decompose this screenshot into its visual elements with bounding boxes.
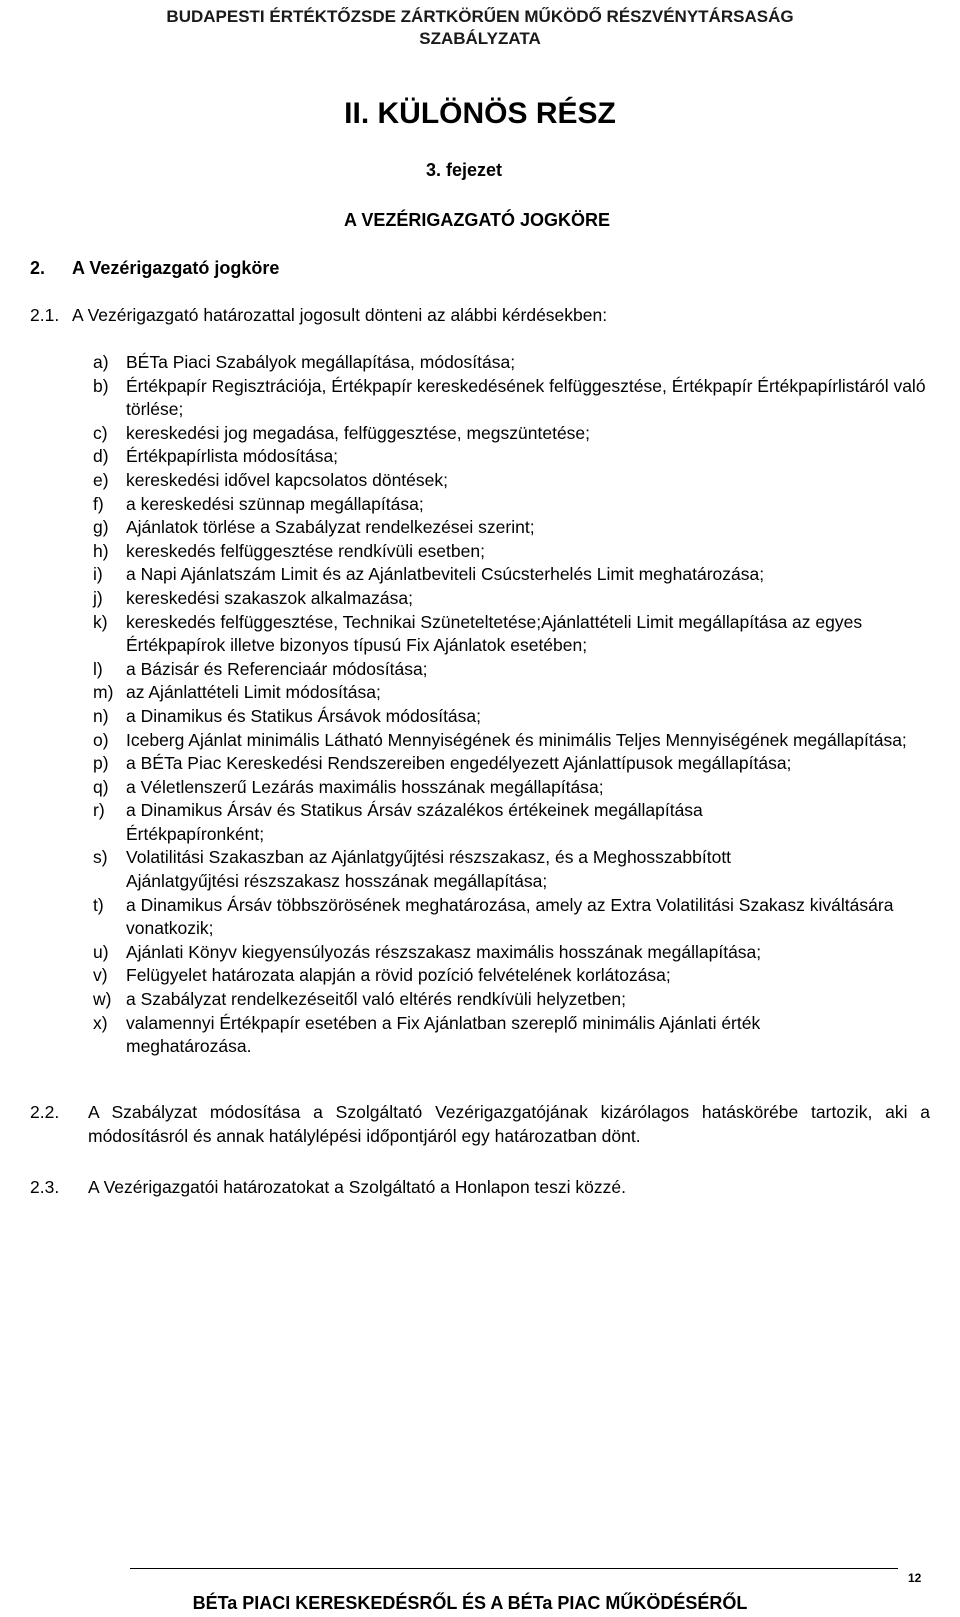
clause-text: A Vezérigazgatói határozatokat a Szolgáltató a Honlapon teszi közzé.: [88, 1177, 626, 1197]
list-item: [93, 988, 943, 1012]
item-text: Volatilitási Szakaszban az Ajánlatgyűjtési részszakasz, és a Meghosszabbított Ajánlatgyűjtési részszakasz hosszának megállapítása;: [126, 847, 732, 892]
item-letter: n): [93, 705, 109, 726]
item-letter: r): [93, 800, 105, 821]
chapter-title: A VEZÉRIGAZGATÓ JOGKÖRE: [344, 210, 611, 230]
item-letter: t): [93, 894, 104, 915]
item-letter: o): [93, 729, 109, 750]
clause-number: 2.1.: [30, 305, 60, 325]
list-item: [93, 540, 943, 564]
item-letter: j): [93, 587, 103, 608]
item-text: a Szabályzat rendelkezéseitől való eltérés rendkívüli helyzetben;: [126, 989, 627, 1010]
list-item: [93, 493, 943, 517]
item-letter: h): [93, 540, 109, 561]
list-item: [93, 469, 943, 493]
item-text: Ajánlatok törlése a Szabályzat rendelkezései szerint;: [126, 517, 535, 538]
list-item: [93, 752, 943, 776]
item-text: a Napi Ajánlatszám Limit és az Ajánlatbeviteli Csúcsterhelés Limit meghatározása;: [126, 564, 765, 585]
item-text: BÉTa Piaci Szabályok megállapítása, módosítása;: [126, 352, 516, 372]
item-letter: m): [93, 682, 114, 703]
list-item: [93, 941, 943, 965]
item-text: Értékpapírlista módosítása;: [126, 446, 339, 467]
item-text: a Dinamikus és Statikus Ársávok módosítása;: [126, 705, 482, 726]
chapter-number: 3. fejezet: [426, 160, 503, 180]
item-text: a kereskedési szünnap megállapítása;: [126, 493, 424, 514]
item-letter: s): [93, 847, 108, 868]
section-number: 2.: [30, 258, 46, 278]
item-text: a Dinamikus Ársáv és Statikus Ársáv százalékos értékeinek megállapítása Értékpapíronként;: [126, 800, 703, 844]
list-item: [93, 563, 943, 587]
list-item: [93, 705, 943, 729]
clause-text: A Szabályzat módosítása a Szolgáltató Vezérigazgatójának kizárólagos hatáskörébe tartozik, aki a módosításról és annak hatálylépési időpontjáról egy határozatban dönt.: [88, 1102, 930, 1146]
item-letter: x): [93, 1012, 108, 1033]
clause-2-1: [30, 303, 930, 327]
item-text: a Véletlenszerű Lezárás maximális hosszának megállapítása;: [126, 776, 604, 797]
item-letter: g): [93, 517, 109, 538]
list-item: [93, 351, 943, 375]
list-item: [93, 681, 943, 705]
list-item: [93, 964, 943, 988]
powers-list: [93, 351, 943, 1059]
item-letter: p): [93, 753, 109, 774]
header-line-2: SZABÁLYZATA: [419, 29, 541, 48]
clause-2-2: [30, 1100, 930, 1148]
clause-2-3: [30, 1175, 930, 1199]
item-letter: a): [93, 352, 109, 372]
item-letter: f): [93, 493, 104, 514]
page-number: 12: [908, 1571, 922, 1585]
list-item: [93, 799, 943, 846]
item-text: a Dinamikus Ársáv többszörösének meghatározása, amely az Extra Volatilitási Szakasz kiváltására vonatkozik;: [126, 894, 894, 939]
item-text: a BÉTa Piac Kereskedési Rendszereiben engedélyezett Ajánlattípusok megállapítása;: [126, 753, 792, 774]
item-letter: i): [93, 564, 103, 585]
item-letter: d): [93, 446, 109, 467]
part-title: [0, 96, 960, 132]
footer-title: BÉTa PIACI KERESKEDÉSRŐL ÉS A BÉTa PIAC MŰKÖDÉSÉRŐL: [192, 1593, 748, 1613]
clause-text: A Vezérigazgató határozattal jogosult dönteni az alábbi kérdésekben:: [72, 305, 608, 325]
item-text: Értékpapír Regisztrációja, Értékpapír kereskedésének felfüggesztése, Értékpapír Értékpapírlistáról való törlése;: [126, 375, 926, 420]
list-item: [93, 587, 943, 611]
footer-divider: [130, 1568, 898, 1569]
list-item: [93, 846, 943, 893]
item-letter: q): [93, 776, 109, 797]
part-title-text: II. KÜLÖNÖS RÉSZ: [344, 97, 616, 130]
clause-number: 2.2.: [30, 1102, 60, 1122]
section-title: A Vezérigazgató jogköre: [72, 258, 280, 278]
item-text: valamennyi Értékpapír esetében a Fix Ajánlatban szereplő minimális Ajánlati érték meghatározása.: [126, 1012, 761, 1057]
item-text: Felügyelet határozata alapján a rövid pozíció felvételének korlátozása;: [126, 965, 671, 986]
section-heading: [30, 256, 279, 280]
item-text: kereskedési idővel kapcsolatos döntések;: [126, 469, 448, 490]
item-text: az Ajánlattételi Limit módosítása;: [126, 682, 381, 703]
list-item: [93, 611, 943, 658]
item-text: kereskedési jog megadása, felfüggesztése, megszüntetése;: [126, 422, 591, 443]
item-letter: l): [93, 658, 103, 679]
list-item: [93, 1012, 943, 1059]
page-header: [0, 6, 960, 50]
item-letter: k): [93, 611, 108, 632]
list-item: [93, 658, 943, 682]
list-item: [93, 729, 943, 753]
item-text: Iceberg Ajánlat minimális Látható Mennyiségének és minimális Teljes Mennyiségének megállapítása;: [126, 729, 907, 750]
clause-number: 2.3.: [30, 1177, 60, 1197]
item-letter: c): [93, 422, 108, 443]
item-text: kereskedési szakaszok alkalmazása;: [126, 587, 413, 608]
list-item: [93, 375, 943, 422]
list-item: [93, 516, 943, 540]
item-letter: w): [93, 989, 112, 1010]
item-text: a Bázisár és Referenciaár módosítása;: [126, 658, 428, 679]
list-item: [93, 776, 943, 800]
list-item: [93, 422, 943, 446]
item-text: kereskedés felfüggesztése, Technikai Szüneteltetése;Ajánlattételi Limit megállapítása az egyes Értékpapírok illetve bizonyos típusú Fix Ajánlatok esetében;: [126, 611, 863, 656]
item-text: kereskedés felfüggesztése rendkívüli esetben;: [126, 540, 485, 561]
item-letter: v): [93, 965, 108, 986]
header-line-1: BUDAPESTI ÉRTÉKTŐZSDE ZÁRTKÖRŰEN MŰKÖDŐ RÉSZVÉNYTÁRSASÁG: [166, 7, 794, 26]
list-item: [93, 894, 943, 941]
list-item: [93, 445, 943, 469]
item-letter: b): [93, 375, 109, 396]
item-text: Ajánlati Könyv kiegyensúlyozás részszakasz maximális hosszának megállapítása;: [126, 941, 762, 962]
item-letter: u): [93, 941, 109, 962]
item-letter: e): [93, 469, 109, 490]
